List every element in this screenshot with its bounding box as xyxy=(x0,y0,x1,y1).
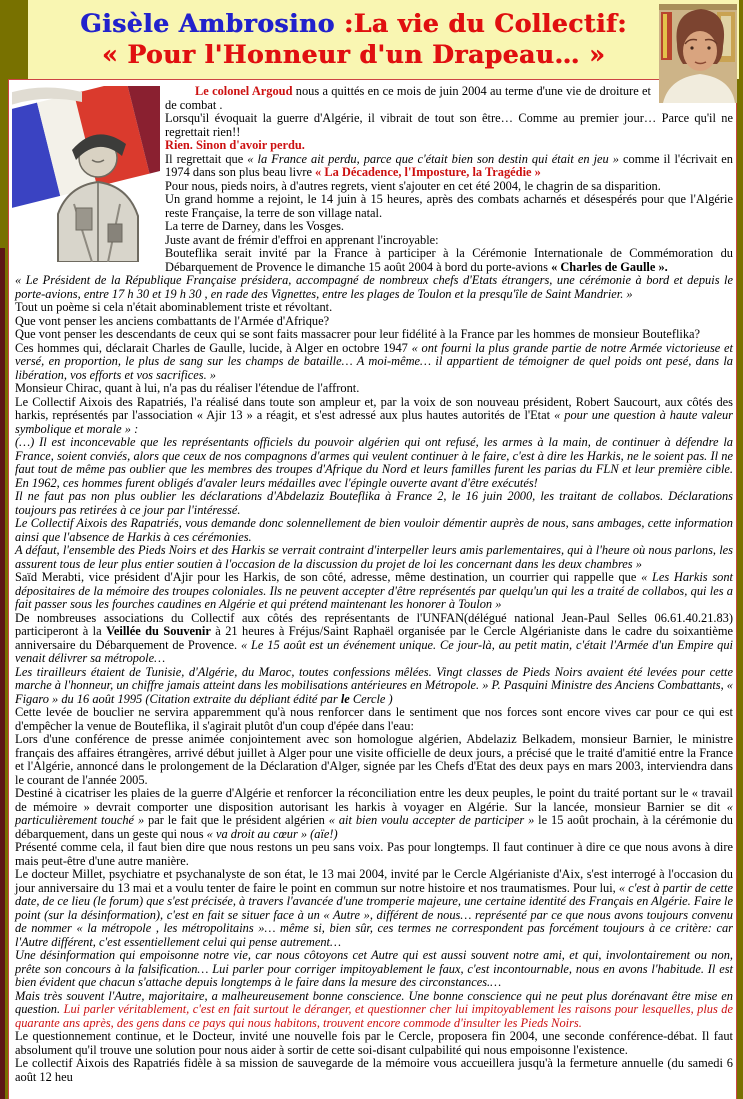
article-paragraphs xyxy=(12,85,733,1084)
text-run: Cette levée de bouclier ne servira apparemment qu'à nous renforcer dans le sentiment que nos forces sont encore vives car pour ce qui est d'empêcher la venue de Bouteflika, il s'agirait plutôt d'un coup d'épée dans l'eau: xyxy=(15,705,733,733)
text-run: Lors d'une conférence de presse animée conjointement avec son homologue algérien, Abdelaziz Belkadem, monsieur Barnier, le ministre français des affaires étrangères, arrivé début juillet à Alger pour une visite officielle de deux jours, a précisé que le traité d'amitié entre la France et l'Algérie, annoncé dans le prolongement de la Déclaration d'Alger, signée par les Chefs d'Etat des deux pays en mars 2003, interviendra dans le courant de l'année 2005. xyxy=(15,732,733,787)
text-run: Que vont penser les anciens combattants de l'Armée d'Afrique? xyxy=(15,313,330,328)
text-run: Un grand homme a rejoint, le 14 juin à 15 heures, après des combats acharnés et désespérés pour que l'Algérie reste Française, la terre de son village natal. xyxy=(165,192,733,220)
text-run: Les tirailleurs étaient de Tunisie, d'Algérie, du Maroc, toutes confessions mêlées. Vingt classes de Pieds Noirs avaient été levées pour cette marche à l'honneur, un chiffre jamais atteint dans les mobilisations antérieures en Métropole. » P. Pasquini Ministre des Anciens Combattants, « Figaro » du 16 août 1995 (Citation extraite du dépliant édité par xyxy=(15,664,733,706)
text-run: à 21 heures à Fréjus/Saint Raphaël organisée par le Cercle Algérianiste dans le cadre du soixantième anniversaire du Débarquement de Provence. xyxy=(15,624,733,652)
paragraph xyxy=(12,571,733,612)
paragraph xyxy=(12,990,733,1031)
text-run: Tout un poème si cela n'était abominablement triste et révoltant. xyxy=(15,300,333,314)
text-run: Le collectif Aixois des Rapatriés fidèle à sa mission de sauvegarde de la mémoire vous accueillera jusqu'à la fermeture annuelle (du samedi 6 août 12 heu xyxy=(15,1056,733,1084)
text-run: « Le Président de la République Française présidera, accompagné de nombreux chefs d'Etats étrangers, une cérémonie à bord et depuis le porte-avions, entre 17 h 30 et 19 h 30 , en rade des Vignettes, entre les plages de Toulon et la presqu'île de Saint Mandrier. » xyxy=(15,273,733,301)
text-run: A défaut, l'ensemble des Pieds Noirs et des Harkis se verrait contraint d'interpeller leurs amis parlementaires, qui à l'heure où nous parlons, les assurent tous de leur plus entier soutien à l'occasion de la discussion du projet de loi les concernant dans les deux chambres » xyxy=(15,543,733,571)
paragraph xyxy=(12,612,733,666)
text-run: « La Décadence, l'Imposture, la Tragédie » xyxy=(315,165,541,179)
text-run: « ait bien voulu accepter de participer » xyxy=(328,813,535,827)
paragraph xyxy=(12,1030,733,1057)
paragraph xyxy=(12,1057,733,1084)
text-run: La terre de Darney, dans les Vosges. xyxy=(165,219,345,233)
author-name: Gisèle Ambrosino xyxy=(80,9,335,38)
paragraph xyxy=(12,342,733,383)
text-run: Rien. Sinon d'avoir perdu. xyxy=(165,138,305,152)
text-run: Veillée du Souvenir xyxy=(106,624,211,638)
paragraph xyxy=(12,706,733,733)
text-run: Lorsqu'il évoquait la guerre d'Algérie, il vibrait de tout son être… Comme au premier jour… Parce qu'il ne regrettait rien!! xyxy=(165,111,733,139)
text-run: « pour une question à haute valeur symbolique et morale » : xyxy=(15,408,733,436)
left-edge-strip xyxy=(0,248,5,1099)
title-subtitle: « Pour l'Honneur d'un Drapeau… » xyxy=(101,40,606,69)
text-run: Lui parler véritablement, c'est en fait surtout le déranger, et questionner cher lui impitoyablement les raisons pour lesquelles, plus de quarante ans après, des gens dans ce pays qui nous habitons, trouvent encore commode d'insulter les Pieds Noirs. xyxy=(15,1002,733,1030)
text-run: comme il l'écrivait en 1974 dans son plus beau livre xyxy=(165,151,733,179)
portrait-photo xyxy=(659,4,737,103)
text-run: « la France ait perdu, parce que c'était bien son destin qui était en jeu » xyxy=(247,151,619,166)
paragraph xyxy=(12,315,733,329)
text-run: Cercle ) xyxy=(349,691,393,706)
text-run: « Le 15 août est un événement unique. Ce jour-là, au petit matin, c'était l'Armée d'un Empire qui venait délivrer sa métropole… xyxy=(15,637,733,665)
article-body xyxy=(8,79,737,1099)
title-text: :La vie du Collectif: xyxy=(334,9,627,38)
paragraph xyxy=(12,396,733,437)
text-run: Le Collectif Aixois des Rapatriés, l'a réalisé dans toute son ampleur et, par la voix de son nouveau président, Robert Saucourt, aux côtés des harkis, représentés par l'association « Ajir 13 » a réagit, et s'est adressé aux plus hautes autorités de l'Etat xyxy=(15,394,733,422)
text-run: Présenté comme cela, il faut bien dire que nous restons un peu sans voix. Pas pour longtemps. Il faut continuer à dire ce que nous avons à dire mais peut-être d'une autre manière. xyxy=(15,840,733,868)
text-run: Le colonel Argoud xyxy=(195,84,296,98)
text-run: Bouteflika serait invité par la France à participer à la Cérémonie Internationale de Commémoration du Débarquement de Provence le dimanche 15 août 2004 à bord du porte-avions xyxy=(165,246,733,274)
text-run: « Charles de Gaulle ». xyxy=(551,259,668,274)
text-run: Il ne faut pas non plus oublier les déclarations d'Abdelaziz Bouteflika à France 2, le 16 juin 2000, les traitant de collabos. Déclarations toujours pas retirées à ce jour par l'intéressé. xyxy=(15,489,733,517)
text-run: nous a quittés en ce mois de juin 2004 au terme d'une vie de droiture et de combat . xyxy=(165,84,651,112)
text-run: De nombreuses associations du Collectif aux côtés des représentants de l'UNFAN(délégué national Jean-Paul Selles 06.61.40.21.83) participeront à la xyxy=(15,610,733,638)
paragraph xyxy=(12,274,733,301)
text-run: Le Collectif Aixois des Rapatriés, vous demande donc solennellement de bien vouloir démentir auprès de nous, sans ambages, cette information ainsi que l'absence de Harkis à ces cérémonies. xyxy=(15,516,733,544)
page-title xyxy=(28,0,739,70)
text-run: « particulièrement touché » xyxy=(15,799,733,827)
paragraph xyxy=(12,733,733,787)
text-run: Mais très souvent l'Autre, majoritaire, a malheureusement bonne conscience. Une bonne conscience qui ne peut plus dorénavant être mise en question. xyxy=(15,988,733,1016)
text-run: Le questionnement continue, et le Docteur, invité une nouvelle fois par le Cercle, proposera fin 2004, une seconde conférence-débat. Il faut absolument qu'il trouve une solution pour nous aider à sortir de cette soi-disant culpabilité qui nous empoisonne l'existence. xyxy=(15,1029,733,1057)
text-run: Ces hommes qui, déclarait Charles de Gaulle, lucide, à Alger en octobre 1947 xyxy=(15,340,412,355)
paragraph xyxy=(12,436,733,490)
text-run: Juste avant de frémir d'effroi en apprenant l'incroyable: xyxy=(165,232,439,247)
text-run: Saïd Merabti, vice président d'Ajir pour les Harkis, de son côté, adresse, même destination, un courrier qui rappelle que xyxy=(15,570,642,584)
text-run: Pour nous, pieds noirs, à d'autres regrets, vient s'ajouter en cet été 2004, le chagrin de sa disparition. xyxy=(165,178,661,193)
paragraph xyxy=(12,666,733,707)
text-run: Que vont penser les descendants de ceux qui se sont faits massacrer pour leur fidélité à la France par les hommes de monsieur Bouteflika? xyxy=(15,327,701,341)
paragraph xyxy=(12,328,733,342)
text-run: « c'est à partir de cette date, de ce lieu (le forum) que s'est précisée, à travers l'avancée d'une tromperie majeure, une certaine identité des Français en Algérie. Faire le point (sur la désinformation), c'est en fait se situer face à un « Autre », différent de nous… représenté par ce que nous avons toujours convenu de nommer « la métropole , les métropolitains »… même si, bien sûr, ces termes ne correspondent pas forcément toujours à ce critère: car l'Autre différent, c'est essentiellement celui qui pense autrement… xyxy=(15,880,733,949)
text-run: « ont fourni la plus grande partie de notre Armée victorieuse et versé, en proportion, le plus de sang sur les champs de bataille… A moi-même… il appartient de témoigner de quel poids ont pesé, dans la libération, vos efforts et vos sacrifices. » xyxy=(15,340,733,382)
text-run: Il regrettait que xyxy=(165,151,248,166)
text-run: le xyxy=(340,691,350,706)
paragraph xyxy=(12,544,733,571)
paragraph xyxy=(12,490,733,517)
paragraph xyxy=(12,868,733,949)
page-header xyxy=(28,0,739,79)
text-run: par le fait que le président algérien xyxy=(144,813,329,827)
text-run: le 15 août prochain, à la cérémonie du débarquement, dans un geste qui nous xyxy=(15,813,733,841)
text-run: Monsieur Chirac, quant à lui, n'a pas du réaliser l'étendue de l'affront. xyxy=(15,381,360,395)
paragraph xyxy=(12,949,733,990)
text-run: Une désinformation qui empoisonne notre vie, car nous côtoyons cet Autre qui est aussi souvent notre ami, et qui, involontairement ou non, prête son concours à la falsification… Lui parler pour corriger impitoyablement le faux, c'est incontournable, nous en avons l'habitude. Il est bien évident que chacun s'attache depuis longtemps à le faire dans la mesure des circonstances.… xyxy=(15,948,733,989)
text-run: Destiné à cicatriser les plaies de la guerre d'Algérie et renforcer la réconciliation entre les deux peuples, le point du traité portant sur le « travail de mémoire » devrait comporter une disposition autorisant les harkis à voyager en Algérie. Sur la lancée, monsieur Barnier se dit xyxy=(15,786,733,814)
text-run: « va droit au cœur » (aïe!) xyxy=(206,826,338,841)
paragraph xyxy=(12,841,733,868)
paragraph xyxy=(12,301,733,315)
text-run: Le docteur Millet, psychiatre et psychanalyste de son état, le 13 mai 2004, invité par le Cercle Algérianiste d'Aix, s'est interrogé à l'occasion du jour anniversaire du 13 mai et a voulu tenter de faire le point en commun sur notre histoire et nos traumatismes. Pour lui, xyxy=(15,867,733,895)
text-run: (…) Il est inconcevable que les représentants officiels du pouvoir algérien qui ont refusé, les armes à la main, de continuer à défendre la France, soient conviés, alors que ceux de nos compagnons d'armes qui veulent continuer à le faire, c'est à dire les Harkis, ne le soient pas. Il ne faut tout de même pas oublier que les membres des troupes d'Afrique du Nord et leurs familles furent les parias du FLN et leur première cible. En 1962, ces hommes furent obligés d'avaler leurs médailles avec l'épingle ouverte avant d'être exécutés! xyxy=(15,435,733,490)
paragraph xyxy=(12,787,733,841)
paragraph xyxy=(12,517,733,544)
text-run: « Les Harkis sont dépositaires de la mémoire des troupes coloniales. Ils ne peuvent accepter d'être représentés par quelqu'un qui les a traité de collabos, qui les a fait passer sous les fourches caudines en Algérie et qui prétend maintenant les honorer à Toulon » xyxy=(15,570,733,611)
paragraph xyxy=(12,382,733,396)
soldier-flag-image xyxy=(12,86,160,262)
